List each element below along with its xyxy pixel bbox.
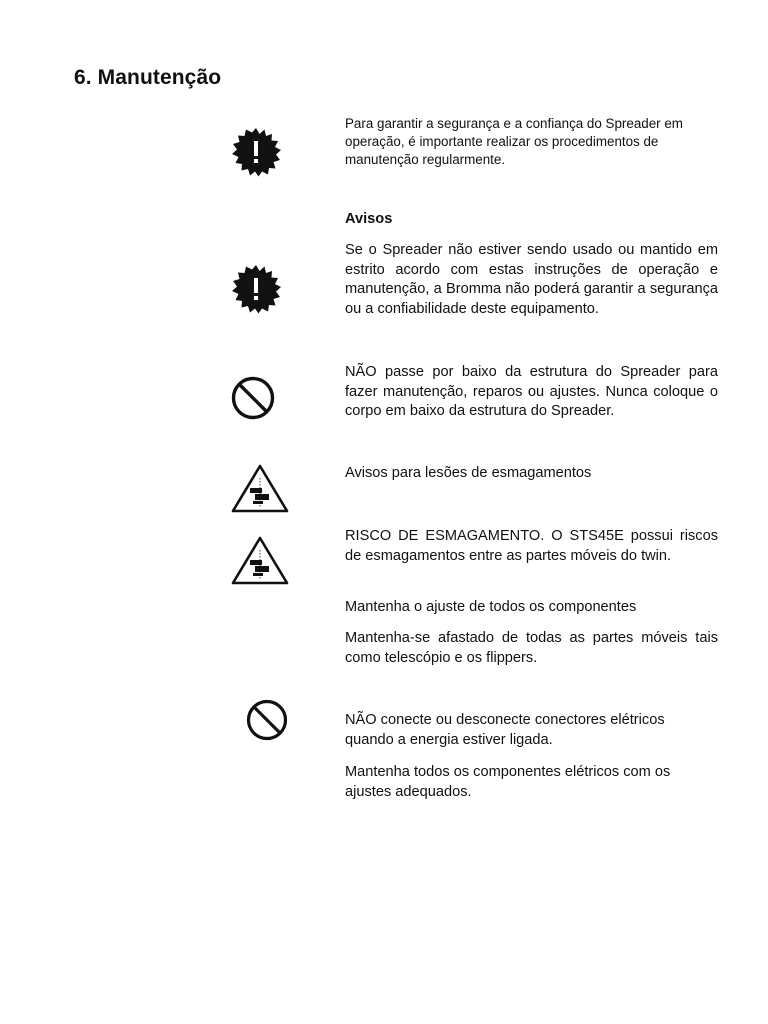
electrical-adjust-paragraph: Mantenha todos os componentes elétricos com os ajustes adequados.: [345, 764, 671, 800]
electrical-warning-paragraph: NÃO conecte ou desconecte conectores elétricos quando a energia estiver ligada.: [345, 712, 665, 748]
exclamation-burst-icon: [230, 127, 282, 177]
exclamation-burst-icon: [230, 264, 282, 314]
crush-heading: Avisos para lesões de esmagamentos: [345, 465, 592, 481]
keep-adjusted-text: Mantenha o ajuste de todos os componentes: [345, 599, 637, 615]
prohibition-icon: [245, 698, 289, 742]
page-title: 6. Manutenção: [74, 66, 222, 89]
prohibition-paragraph: NÃO passe por baixo da estrutura do Spreader para fazer manutenção, reparos ou ajustes. Nunca coloque o corpo em baixo da estrutura do Spreader.: [345, 364, 718, 419]
warning-paragraph: Se o Spreader não estiver sendo usado ou mantido em estrito acordo com estas instruções de operação e manutenção, a Bromma não poderá garantir a segurança ou a confiabilidade deste equipamento.: [345, 242, 718, 317]
intro-text: Para garantir a segurança e a confiança do Spreader em operação, é importante realizar os procedimentos de manutenção regularmente.: [345, 116, 683, 167]
keep-away-paragraph: Mantenha-se afastado de todas as partes móveis tais como telescópio e os flippers.: [345, 630, 718, 666]
crush-risk-paragraph: RISCO DE ESMAGAMENTO. O STS45E possui riscos de esmagamentos entre as partes móveis do twin.: [345, 528, 718, 564]
crush-hazard-triangle-icon: [231, 536, 289, 586]
crush-hazard-triangle-icon: [231, 464, 289, 514]
warnings-heading: Avisos: [345, 211, 393, 227]
prohibition-icon: [230, 375, 276, 421]
